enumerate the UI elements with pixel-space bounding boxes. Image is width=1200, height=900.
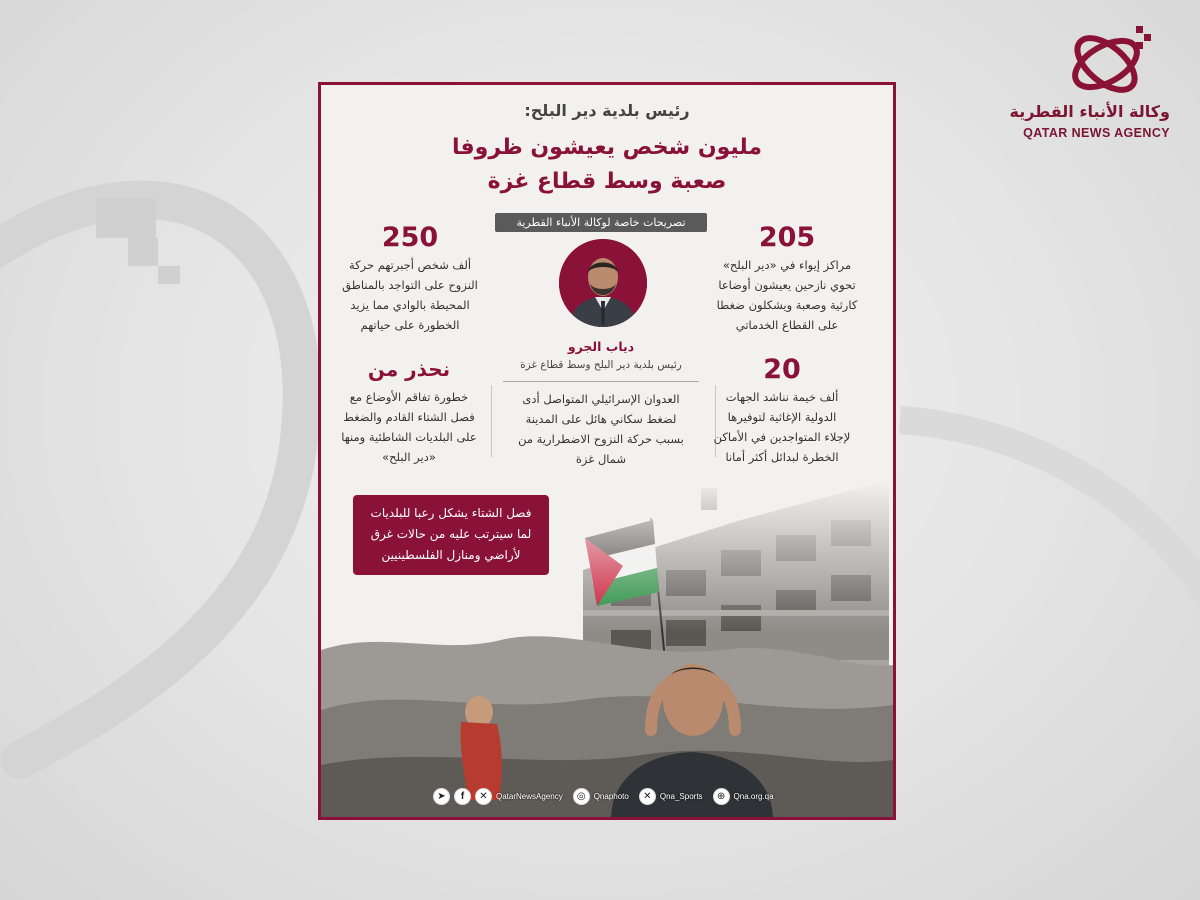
infographic-card: [318, 82, 896, 820]
headline-line-2: صعبة وسط قطاع غزة: [487, 169, 727, 194]
quote-line: شمال غزة: [575, 452, 627, 466]
stat-line: الخطورة على حياتهم: [360, 318, 460, 332]
headline: [321, 131, 893, 199]
qna-logo: [996, 22, 1186, 152]
exclusive-banner: تصريحات خاصة لوكالة الأنباء القطرية: [495, 213, 707, 232]
person-icon: [559, 239, 647, 327]
logo-text-english: QATAR NEWS AGENCY: [1023, 126, 1170, 140]
warning-line: خطورة تفاقم الأوضاع مع: [349, 390, 469, 404]
supertitle: رئيس بلدية دير البلح:: [524, 101, 690, 120]
speaker-role: رئيس بلدية دير البلح وسط قطاع غزة: [520, 359, 682, 371]
website-link[interactable]: Qna.org.qa: [733, 792, 774, 801]
warning-line: فصل الشتاء القادم والضغط: [343, 410, 475, 424]
handle-sports[interactable]: Qna_Sports: [659, 792, 703, 801]
stat-line: الخطرة لبدائل أكثر أمانا: [725, 450, 839, 464]
speaker-portrait: [559, 239, 647, 327]
quote-line: العدوان الإسرائيلي المتواصل أدى: [522, 392, 680, 406]
handle-main[interactable]: QatarNewsAgency: [496, 792, 563, 801]
stat-warning: [323, 355, 495, 467]
logo-text-arabic: وكالة الأنباء القطرية: [1009, 102, 1170, 121]
stat-shelters: [707, 223, 867, 335]
social-bar: [433, 788, 780, 805]
warning-line: «دير البلح»: [382, 450, 436, 464]
stat-line: الدولية الإغاثية لتوفيرها: [727, 410, 837, 424]
handle-photo[interactable]: Qnaphoto: [593, 792, 629, 801]
stat-line: كارثية وصعبة ويشكلون ضغطا: [716, 298, 858, 312]
stat-line: ألف شخص أجبرتهم حركة: [348, 258, 472, 272]
callout-line: لما سيترتب عليه من حالات غرق: [370, 527, 532, 541]
stat-line: تحوي نازحين يعيشون أوضاعا: [718, 278, 856, 292]
stat-line: لإجلاء المتواجدين في الأماكن: [713, 430, 851, 444]
headline-line-1: مليون شخص يعيشون ظروفا: [452, 135, 762, 160]
stat-tents: [697, 355, 867, 467]
quote-line: بسبب حركة النزوح الاضطرارية من: [518, 432, 684, 446]
winter-callout: [353, 495, 549, 575]
stat-line: مراكز إيواء في «دير البلح»: [722, 258, 852, 272]
telegram-icon[interactable]: ➤: [433, 788, 450, 805]
warning-heading: نحذر من: [367, 357, 451, 381]
stat-line: على القطاع الخدماتي: [735, 318, 839, 332]
stat-line: النزوح على التواجد بالمناطق: [342, 278, 478, 292]
stat-number: 205: [758, 222, 816, 253]
facebook-icon[interactable]: f: [454, 788, 471, 805]
divider: [503, 381, 699, 382]
stat-displaced: [327, 223, 493, 335]
stat-number: 250: [381, 222, 439, 253]
x-icon[interactable]: ✕: [639, 788, 656, 805]
stat-line: ألف خيمة نناشد الجهات: [725, 390, 839, 404]
speaker-name: دياب الجرو: [567, 339, 635, 354]
quote-line: لضغط سكاني هائل على المدينة: [525, 412, 677, 426]
instagram-icon[interactable]: ◎: [573, 788, 590, 805]
center-quote: [499, 389, 703, 469]
callout-line: فصل الشتاء يشكل رعبا للبلديات: [370, 506, 532, 520]
warning-line: على البلديات الشاطئية ومنها: [341, 430, 477, 444]
x-icon[interactable]: ✕: [475, 788, 492, 805]
stat-number: 20: [763, 354, 801, 385]
callout-line: لأراضي ومنازل الفلسطينيين: [381, 548, 521, 562]
stat-line: المحيطة بالوادي مما يزيد: [350, 298, 470, 312]
globe-icon[interactable]: ⊕: [713, 788, 730, 805]
qna-emblem-icon: [1062, 22, 1158, 100]
